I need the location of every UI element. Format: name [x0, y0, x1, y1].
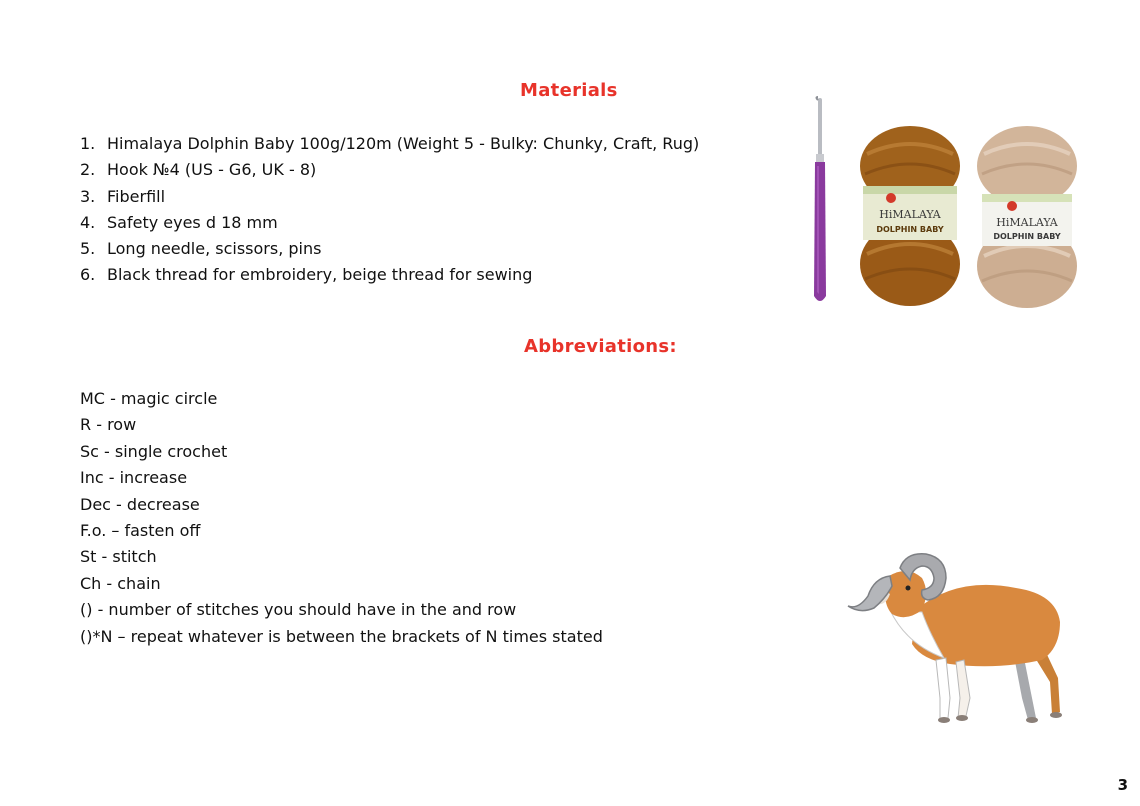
materials-item [80, 157, 699, 183]
abbreviation-item: R - row [80, 415, 137, 435]
yarn-brand-label: HiMALAYA [996, 216, 1058, 229]
abbreviation-item: Inc - increase [80, 468, 188, 488]
materials-list [80, 131, 699, 289]
materials-item [80, 210, 699, 236]
yarn-skein-brown-image [855, 124, 965, 308]
materials-item [80, 262, 699, 288]
materials-item [80, 131, 699, 157]
page-number: 3 [1117, 776, 1128, 794]
list-number: 3. [80, 186, 96, 206]
materials-item-text: Hook №4 (US - G6, UK - 8) [107, 160, 317, 180]
abbreviation-item: ()*N – repeat whatever is between the brackets of N times stated [80, 626, 603, 646]
list-number: 5. [80, 239, 96, 259]
materials-item [80, 236, 699, 262]
abbreviation-item: F.o. – fasten off [80, 520, 201, 540]
crochet-hook-image [804, 96, 840, 308]
list-number: 2. [80, 160, 96, 180]
abbreviation-item: MC - magic circle [80, 389, 218, 408]
abbreviation-item: St - stitch [80, 547, 157, 567]
materials-heading: Materials [520, 80, 618, 101]
list-number: 4. [80, 212, 96, 232]
abbreviation-item: Dec - decrease [80, 494, 200, 514]
abbreviation-item: () - number of stitches you should have in the and row [80, 600, 517, 620]
abbreviation-item: Ch - chain [80, 573, 161, 593]
abbreviations-list [80, 386, 603, 650]
yarn-brand-label: HiMALAYA [879, 208, 941, 221]
materials-item-text: Himalaya Dolphin Baby 100g/120m (Weight 5 - Bulky: Chunky, Craft, Rug) [107, 134, 700, 153]
materials-item-text: Fiberfill [107, 186, 166, 206]
materials-item-text: Long needle, scissors, pins [107, 239, 322, 259]
materials-item-text: Black thread for embroidery, beige thread for sewing [107, 265, 533, 285]
list-number: 1. [80, 134, 96, 153]
ram-illustration [846, 548, 1076, 730]
yarn-skein-beige-image [972, 124, 1082, 310]
yarn-product-label: DOLPHIN BABY [876, 225, 944, 234]
materials-item-text: Safety eyes d 18 mm [107, 212, 278, 232]
abbreviations-heading: Abbreviations: [524, 336, 677, 357]
abbreviation-item: Sc - single crochet [80, 441, 228, 461]
materials-item [80, 184, 699, 210]
list-number: 6. [80, 265, 96, 285]
yarn-product-label: DOLPHIN BABY [993, 232, 1061, 241]
